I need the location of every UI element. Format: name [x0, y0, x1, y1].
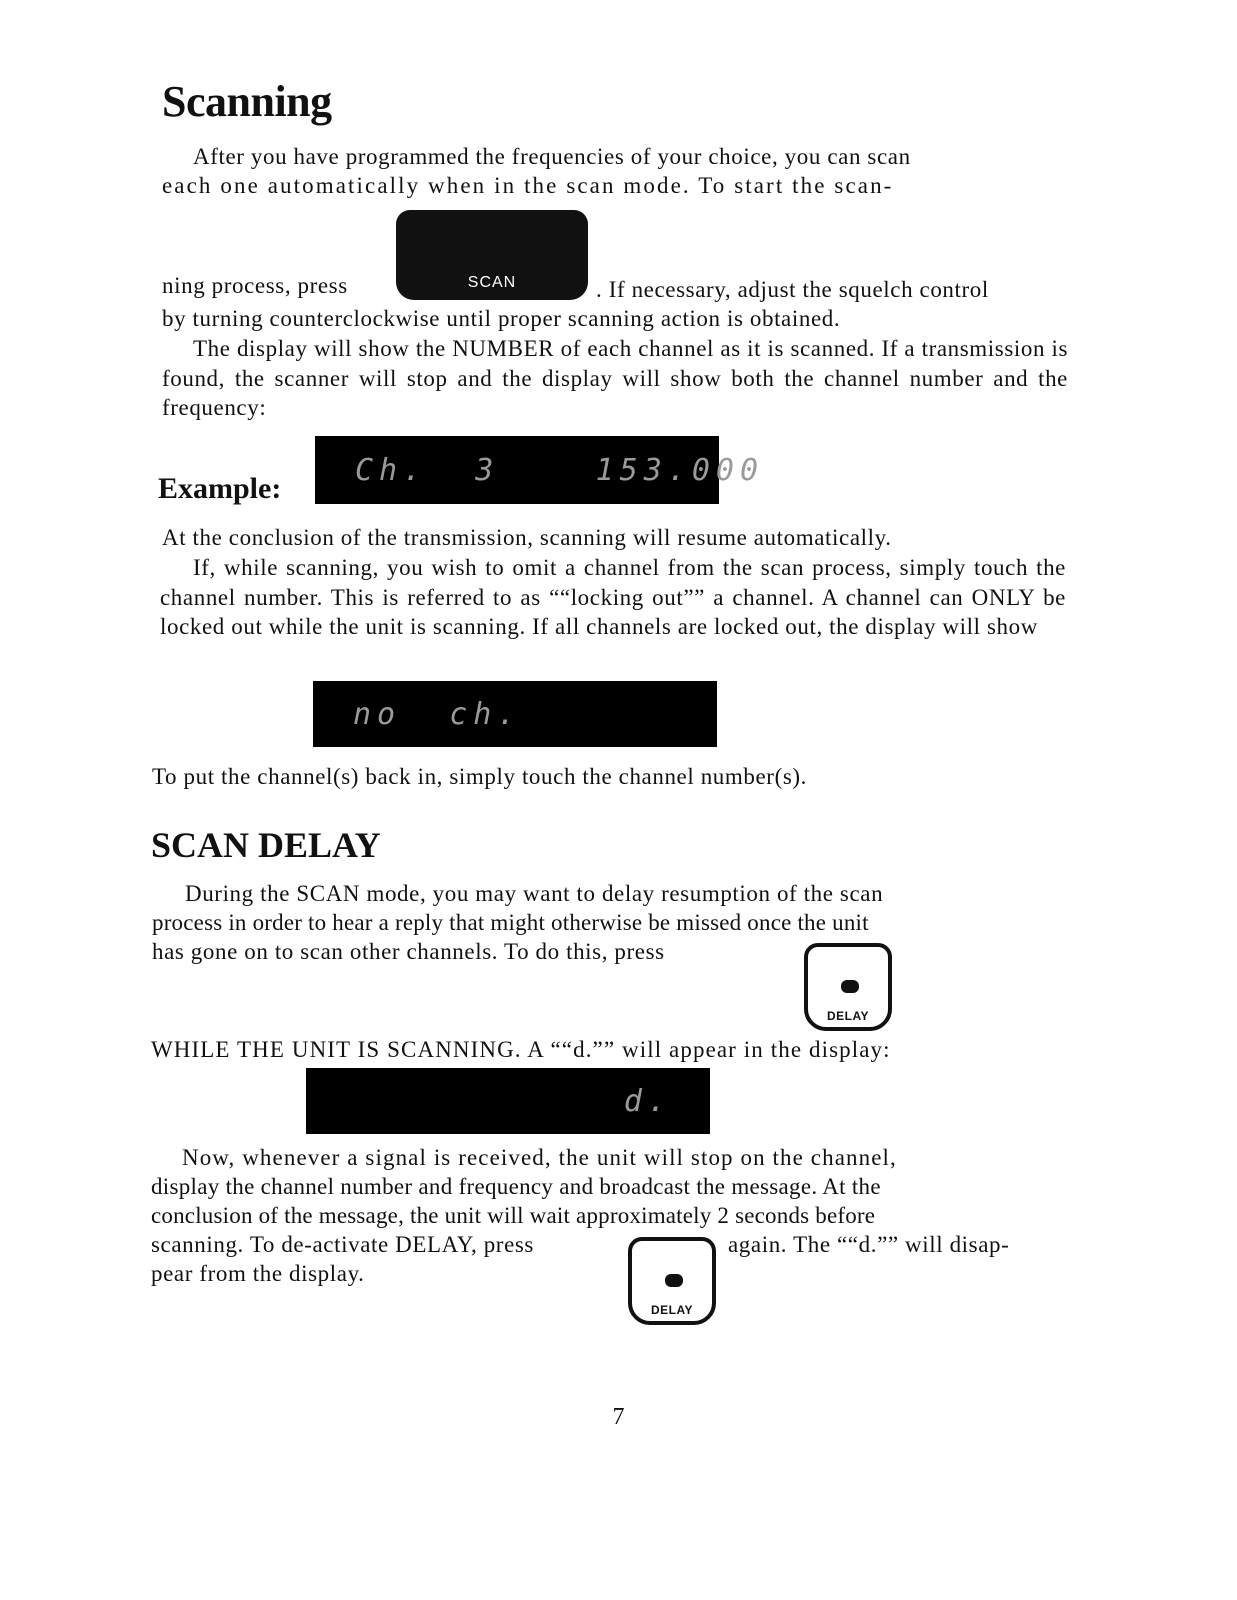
- put-back-line: To put the channel(s) back in, simply touch the channel number(s).: [152, 764, 807, 789]
- now-line: again. The ““d.”” will disap-: [728, 1232, 1010, 1257]
- now-line: Now, whenever a signal is received, the unit will stop on the channel,: [182, 1145, 897, 1170]
- lcd-display-delay: [306, 1068, 710, 1134]
- delay-key-dot: [665, 1274, 683, 1287]
- now-line: display the channel number and frequency and broadcast the message. At the: [151, 1174, 881, 1199]
- page-number: 7: [612, 1404, 625, 1430]
- resume-line: At the conclusion of the transmission, scanning will resume automatically.: [162, 525, 892, 550]
- lockout-paragraph: If, while scanning, you wish to omit a channel from the scan process, simply touch the channel number. This is referred to as ““locking out”” a channel. A channel can ONLY be locked out while the unit is scanning. If all channels are locked out, the display will show: [160, 555, 1066, 639]
- delay-key-icon: [804, 943, 892, 1031]
- press-text: ning process, press: [162, 273, 348, 298]
- delay-key-dot: [841, 980, 859, 993]
- lcd-text: d.: [623, 1083, 672, 1119]
- now-line: scanning. To de-activate DELAY, press: [151, 1232, 534, 1257]
- delay-key-label: DELAY: [650, 1303, 694, 1317]
- intro-line: by turning counterclockwise until proper scanning action is obtained.: [162, 306, 841, 331]
- scan-key-label: SCAN: [467, 274, 517, 291]
- intro-line: each one automatically when in the scan mode. To start the scan-: [162, 173, 894, 198]
- scan-delay-heading: SCAN DELAY: [151, 825, 381, 865]
- delay-line: During the SCAN mode, you may want to delay resumption of the scan: [185, 881, 884, 906]
- delay-key-icon: [628, 1237, 716, 1325]
- scanning-heading: Scanning: [162, 77, 332, 126]
- delay-line: has gone on to scan other channels. To do this, press: [152, 939, 665, 964]
- lcd-display-no-channel: [313, 681, 717, 747]
- scan-key-icon: [396, 210, 588, 300]
- lcd-display-channel-frequency: [315, 436, 765, 504]
- delay-line: process in order to hear a reply that might otherwise be missed once the unit: [152, 910, 869, 935]
- now-line: pear from the display.: [151, 1261, 365, 1286]
- lcd-text: no ch.: [353, 696, 522, 732]
- display-paragraph: The display will show the NUMBER of each channel as it is scanned. If a transmission is found, the scanner will stop and the display will show both the channel number and the frequency:: [162, 336, 1068, 420]
- now-line: conclusion of the message, the unit will wait approximately 2 seconds before: [151, 1203, 876, 1228]
- while-scanning-line: WHILE THE UNIT IS SCANNING. A ““d.”” will appear in the display:: [151, 1037, 891, 1062]
- press-text: . If necessary, adjust the squelch control: [596, 277, 989, 302]
- example-label: Example:: [158, 472, 282, 505]
- lcd-text: Ch. 3 153.000: [355, 452, 765, 488]
- intro-line: After you have programmed the frequencies of your choice, you can scan: [193, 144, 911, 169]
- delay-key-label: DELAY: [826, 1009, 870, 1023]
